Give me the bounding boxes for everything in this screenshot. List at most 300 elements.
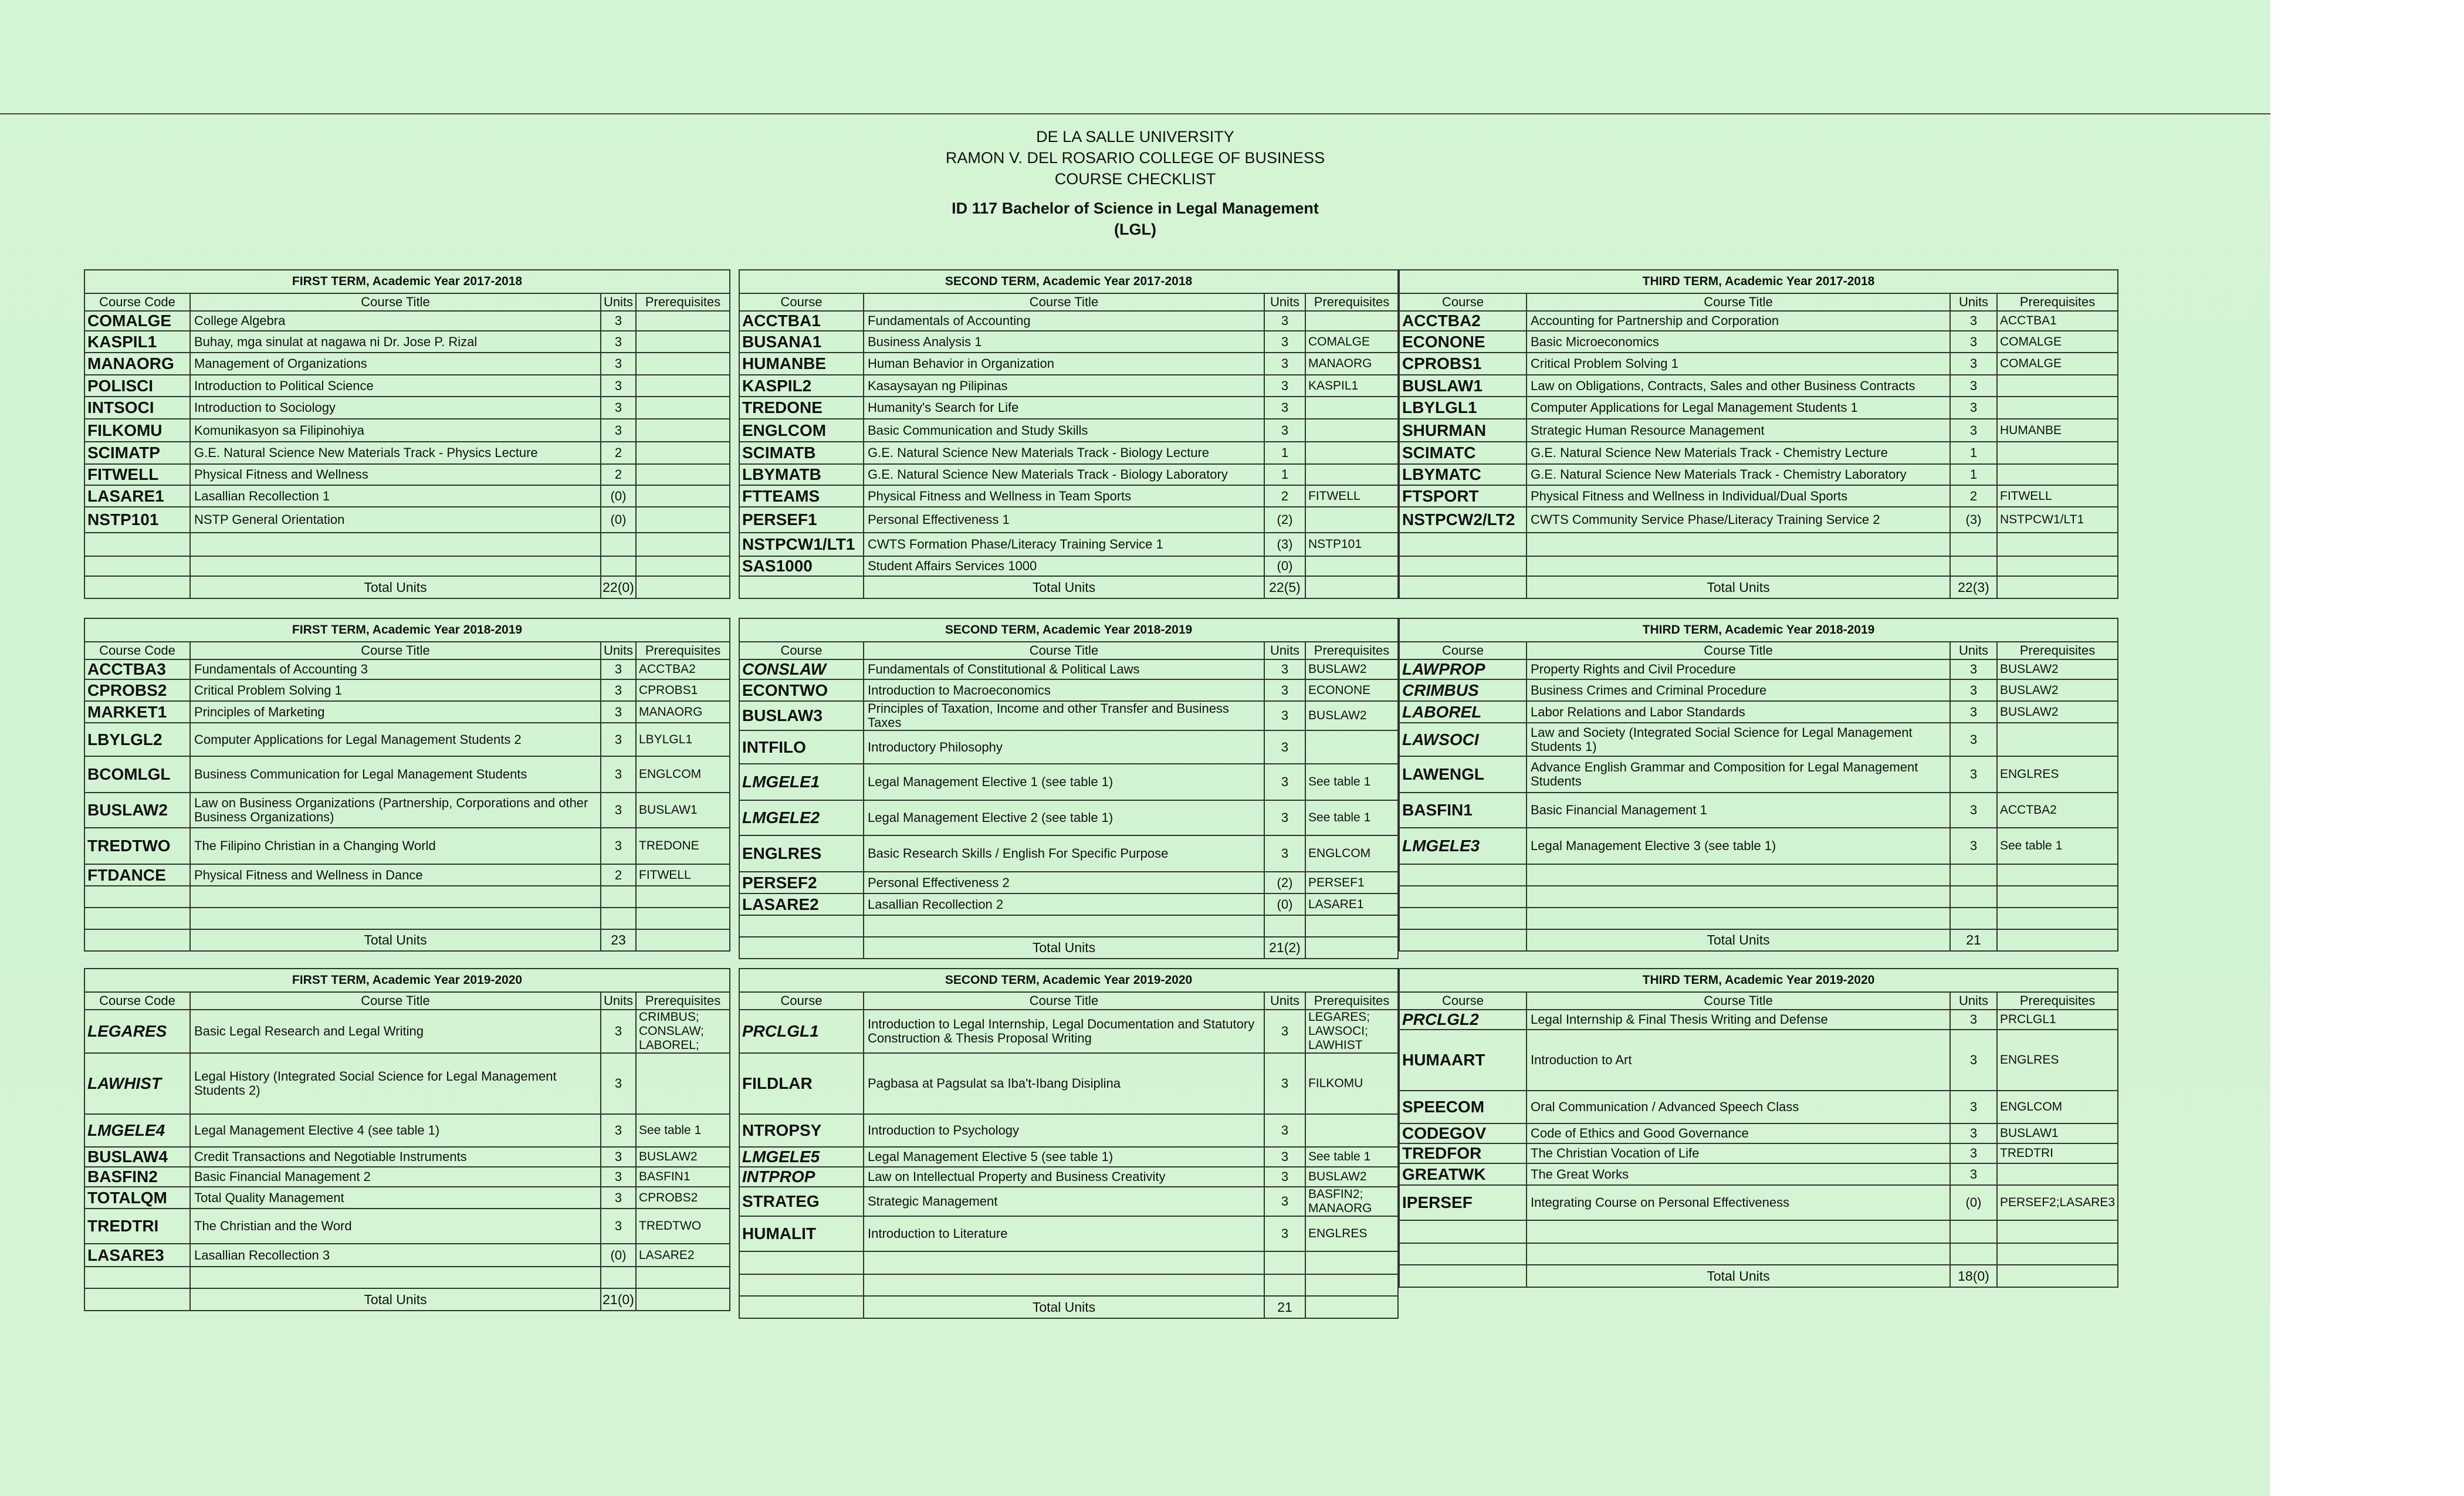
course-code: LEGARES xyxy=(84,1010,190,1053)
total-row xyxy=(739,1296,1398,1318)
course-code: GREATWK xyxy=(1399,1163,1527,1185)
course-prerequisites: CPROBS1 xyxy=(636,679,730,701)
total-units-label: Total Units xyxy=(190,1288,601,1311)
course-title: Management of Organizations xyxy=(190,353,601,375)
course-title: Introductory Philosophy xyxy=(864,730,1264,764)
course-code: TREDTRI xyxy=(84,1209,190,1244)
course-row xyxy=(1399,1243,2118,1265)
course-title: The Christian and the Word xyxy=(190,1209,601,1244)
course-row xyxy=(739,1167,1398,1187)
course-code: LBYMATC xyxy=(1399,464,1527,485)
course-title: Legal History (Integrated Social Science for Legal Management Students 2) xyxy=(190,1053,601,1114)
course-title: Critical Problem Solving 1 xyxy=(190,679,601,701)
course-units: 2 xyxy=(601,442,636,464)
course-code: LBYLGL1 xyxy=(1399,397,1527,419)
course-prerequisites xyxy=(1305,1251,1398,1274)
course-code: NSTPCW1/LT1 xyxy=(739,533,864,556)
course-prerequisites: BUSLAW2 xyxy=(636,1147,730,1167)
course-prerequisites xyxy=(1997,464,2118,485)
course-units: 3 xyxy=(1950,1163,1997,1185)
course-prerequisites: ACCTBA1 xyxy=(1997,311,2118,331)
course-units: 3 xyxy=(601,375,636,397)
course-title: G.E. Natural Science New Materials Track - Chemistry Laboratory xyxy=(1527,464,1950,485)
course-row xyxy=(739,835,1398,872)
column-header-code: Course xyxy=(739,642,864,659)
column-header-title: Course Title xyxy=(190,992,601,1010)
course-prerequisites: See table 1 xyxy=(636,1114,730,1147)
course-units: 3 xyxy=(1264,730,1305,764)
course-prerequisites: COMALGE xyxy=(1305,331,1398,353)
column-header-units: Units xyxy=(601,992,636,1010)
course-code: FILKOMU xyxy=(84,419,190,442)
term-title: SECOND TERM, Academic Year 2017-2018 xyxy=(739,270,1398,293)
course-code: BASFIN1 xyxy=(1399,793,1527,828)
course-row xyxy=(84,1209,730,1244)
total-empty-cell xyxy=(1305,937,1398,959)
column-header-units: Units xyxy=(601,642,636,659)
course-prerequisites: See table 1 xyxy=(1997,828,2118,864)
column-header-title: Course Title xyxy=(1527,642,1950,659)
column-header-title: Course Title xyxy=(1527,992,1950,1010)
course-prerequisites: BASFIN1 xyxy=(636,1167,730,1187)
total-units-label: Total Units xyxy=(1527,929,1950,951)
course-units: 3 xyxy=(1950,701,1997,723)
course-units: (0) xyxy=(1264,556,1305,576)
course-code: ACCTBA2 xyxy=(1399,311,1527,331)
course-prerequisites xyxy=(1997,1163,2118,1185)
course-code: LAWHIST xyxy=(84,1053,190,1114)
total-empty-cell xyxy=(1399,1265,1527,1287)
course-prerequisites xyxy=(1305,397,1398,419)
total-empty-cell xyxy=(1305,1296,1398,1318)
course-row xyxy=(84,679,730,701)
column-header-units: Units xyxy=(1264,293,1305,311)
course-title: Legal Internship & Final Thesis Writing and Defense xyxy=(1527,1010,1950,1030)
course-title: Total Quality Management xyxy=(190,1187,601,1209)
course-title: Law and Society (Integrated Social Science for Legal Management Students 1) xyxy=(1527,723,1950,756)
course-row xyxy=(84,375,730,397)
course-code: LAWPROP xyxy=(1399,659,1527,679)
total-units-value: 21 xyxy=(1264,1296,1305,1318)
course-prerequisites: See table 1 xyxy=(1305,1147,1398,1167)
course-code: BUSLAW4 xyxy=(84,1147,190,1167)
course-title: NSTP General Orientation xyxy=(190,507,601,533)
course-prerequisites: ENGLRES xyxy=(1997,756,2118,793)
course-units: 3 xyxy=(1264,800,1305,835)
course-row xyxy=(84,756,730,793)
course-code: TOTALQM xyxy=(84,1187,190,1209)
course-units: 3 xyxy=(1264,679,1305,701)
term-title: THIRD TERM, Academic Year 2018-2019 xyxy=(1399,618,2118,642)
column-header-code: Course xyxy=(1399,992,1527,1010)
course-units: 3 xyxy=(1264,1053,1305,1114)
course-title: Humanity's Search for Life xyxy=(864,397,1264,419)
course-row xyxy=(739,533,1398,556)
course-code: SCIMATC xyxy=(1399,442,1527,464)
course-title: Principles of Taxation, Income and other Transfer and Business Taxes xyxy=(864,701,1264,730)
course-prerequisites: TREDTRI xyxy=(1997,1143,2118,1163)
course-code: LAWSOCI xyxy=(1399,723,1527,756)
course-code: BUSLAW2 xyxy=(84,793,190,828)
course-units xyxy=(601,908,636,929)
course-title: Business Crimes and Criminal Procedure xyxy=(1527,679,1950,701)
course-row xyxy=(739,1147,1398,1167)
course-prerequisites: BUSLAW2 xyxy=(1305,701,1398,730)
course-row xyxy=(1399,701,2118,723)
course-row xyxy=(739,1053,1398,1114)
column-header-units: Units xyxy=(1264,642,1305,659)
course-units: (3) xyxy=(1950,507,1997,533)
total-units-label: Total Units xyxy=(1527,576,1950,598)
term-table xyxy=(739,269,1399,599)
course-title: Introduction to Literature xyxy=(864,1216,1264,1251)
total-row xyxy=(84,929,730,951)
course-prerequisites: See table 1 xyxy=(1305,800,1398,835)
course-prerequisites xyxy=(636,353,730,375)
course-prerequisites xyxy=(1997,1220,2118,1243)
term-title: THIRD TERM, Academic Year 2019-2020 xyxy=(1399,969,2118,992)
total-row xyxy=(84,1288,730,1311)
course-code xyxy=(1399,1243,1527,1265)
total-empty-cell xyxy=(636,929,730,951)
course-title: Legal Management Elective 3 (see table 1) xyxy=(1527,828,1950,864)
course-prerequisites: CRIMBUS; CONSLAW; LABOREL; xyxy=(636,1010,730,1053)
course-units: 3 xyxy=(1950,1010,1997,1030)
course-units: 1 xyxy=(1264,442,1305,464)
course-prerequisites: FITWELL xyxy=(636,864,730,886)
course-title: Basic Research Skills / English For Specific Purpose xyxy=(864,835,1264,872)
total-units-value: 23 xyxy=(601,929,636,951)
course-row xyxy=(84,419,730,442)
course-title: Basic Communication and Study Skills xyxy=(864,419,1264,442)
course-row xyxy=(1399,442,2118,464)
course-prerequisites: NSTPCW1/LT1 xyxy=(1997,507,2118,533)
course-code: POLISCI xyxy=(84,375,190,397)
course-code: COMALGE xyxy=(84,311,190,331)
course-prerequisites: NSTP101 xyxy=(1305,533,1398,556)
course-prerequisites xyxy=(1997,533,2118,556)
column-header-units: Units xyxy=(1950,992,1997,1010)
course-title: Critical Problem Solving 1 xyxy=(1527,353,1950,375)
course-units: 3 xyxy=(1264,835,1305,872)
course-row xyxy=(84,533,730,556)
course-code: SCIMATP xyxy=(84,442,190,464)
course-title: Credit Transactions and Negotiable Instruments xyxy=(190,1147,601,1167)
total-units-label: Total Units xyxy=(190,929,601,951)
course-code xyxy=(84,886,190,908)
course-units: 3 xyxy=(1950,828,1997,864)
course-prerequisites xyxy=(1305,1114,1398,1147)
course-row xyxy=(739,1187,1398,1216)
course-row xyxy=(739,1216,1398,1251)
course-code: HUMAART xyxy=(1399,1030,1527,1091)
course-units xyxy=(601,533,636,556)
course-units: 3 xyxy=(1950,331,1997,353)
course-units: 2 xyxy=(601,864,636,886)
course-title: College Algebra xyxy=(190,311,601,331)
course-row xyxy=(739,353,1398,375)
column-header-code: Course Code xyxy=(84,642,190,659)
course-row xyxy=(84,793,730,828)
course-prerequisites: BUSLAW1 xyxy=(1997,1123,2118,1143)
course-prerequisites: ENGLRES xyxy=(1997,1030,2118,1091)
course-units xyxy=(1950,1243,1997,1265)
course-units: 3 xyxy=(601,331,636,353)
total-row xyxy=(1399,1265,2118,1287)
term-table xyxy=(739,618,1399,959)
course-code: INTSOCI xyxy=(84,397,190,419)
total-empty-cell xyxy=(636,576,730,598)
course-code xyxy=(739,915,864,937)
course-units: 2 xyxy=(1950,485,1997,507)
course-units: (0) xyxy=(601,507,636,533)
course-code: STRATEG xyxy=(739,1187,864,1216)
course-prerequisites: BUSLAW2 xyxy=(1997,659,2118,679)
term-table xyxy=(1399,618,2118,952)
course-row xyxy=(1399,828,2118,864)
course-code xyxy=(84,908,190,929)
course-code xyxy=(84,556,190,576)
column-header-prerequisites: Prerequisites xyxy=(636,642,730,659)
course-units: (2) xyxy=(1264,507,1305,533)
course-code: TREDTWO xyxy=(84,828,190,864)
course-title: Legal Management Elective 2 (see table 1) xyxy=(864,800,1264,835)
course-row xyxy=(1399,464,2118,485)
course-prerequisites: FILKOMU xyxy=(1305,1053,1398,1114)
course-prerequisites: COMALGE xyxy=(1997,353,2118,375)
course-code: ENGLRES xyxy=(739,835,864,872)
course-prerequisites: ENGLCOM xyxy=(1997,1091,2118,1123)
course-row xyxy=(1399,756,2118,793)
term-title: FIRST TERM, Academic Year 2018-2019 xyxy=(84,618,730,642)
course-code: BCOMLGL xyxy=(84,756,190,793)
course-code: KASPIL1 xyxy=(84,331,190,353)
course-title: Introduction to Macroeconomics xyxy=(864,679,1264,701)
course-title: Physical Fitness and Wellness xyxy=(190,464,601,485)
course-units: 3 xyxy=(1950,311,1997,331)
course-units: 3 xyxy=(601,1209,636,1244)
course-units: 3 xyxy=(1950,1143,1997,1163)
total-empty-cell xyxy=(636,1288,730,1311)
course-title xyxy=(1527,1220,1950,1243)
column-header-units: Units xyxy=(1264,992,1305,1010)
course-prerequisites xyxy=(636,331,730,353)
course-code xyxy=(1399,886,1527,908)
column-header-units: Units xyxy=(1950,293,1997,311)
course-units: 3 xyxy=(1264,764,1305,800)
course-units: 3 xyxy=(601,1187,636,1209)
column-header-title: Course Title xyxy=(864,293,1264,311)
course-row xyxy=(84,659,730,679)
course-title: Human Behavior in Organization xyxy=(864,353,1264,375)
column-header-code: Course xyxy=(739,992,864,1010)
course-units xyxy=(601,556,636,576)
course-units: (0) xyxy=(1950,1185,1997,1220)
course-code: ECONONE xyxy=(1399,331,1527,353)
course-code: CRIMBUS xyxy=(1399,679,1527,701)
column-header-prerequisites: Prerequisites xyxy=(1305,992,1398,1010)
course-row xyxy=(739,331,1398,353)
course-title xyxy=(190,908,601,929)
course-units: 3 xyxy=(1264,1147,1305,1167)
course-title: Legal Management Elective 4 (see table 1) xyxy=(190,1114,601,1147)
course-row xyxy=(1399,556,2118,576)
course-title: CWTS Formation Phase/Literacy Training Service 1 xyxy=(864,533,1264,556)
course-prerequisites: COMALGE xyxy=(1997,331,2118,353)
course-title: The Great Works xyxy=(1527,1163,1950,1185)
course-row xyxy=(84,1010,730,1053)
course-prerequisites: CPROBS2 xyxy=(636,1187,730,1209)
course-units: 1 xyxy=(1950,442,1997,464)
course-code: BUSANA1 xyxy=(739,331,864,353)
document-header xyxy=(0,126,2270,240)
course-title: Oral Communication / Advanced Speech Class xyxy=(1527,1091,1950,1123)
course-title: Advance English Grammar and Composition for Legal Management Students xyxy=(1527,756,1950,793)
course-prerequisites xyxy=(1305,730,1398,764)
course-prerequisites: MANAORG xyxy=(1305,353,1398,375)
course-units: 3 xyxy=(1950,1123,1997,1143)
course-prerequisites xyxy=(636,375,730,397)
course-code: PRCLGL2 xyxy=(1399,1010,1527,1030)
course-prerequisites xyxy=(636,908,730,929)
course-prerequisites: BUSLAW2 xyxy=(1997,701,2118,723)
course-code: FTDANCE xyxy=(84,864,190,886)
course-row xyxy=(1399,375,2118,397)
course-units xyxy=(1950,886,1997,908)
total-empty-cell xyxy=(84,576,190,598)
course-units: 3 xyxy=(1950,353,1997,375)
course-units: 3 xyxy=(1950,375,1997,397)
course-title: Property Rights and Civil Procedure xyxy=(1527,659,1950,679)
course-units: 3 xyxy=(1950,1091,1997,1123)
course-units xyxy=(1264,1274,1305,1296)
term-title: SECOND TERM, Academic Year 2018-2019 xyxy=(739,618,1398,642)
course-units: 1 xyxy=(1264,464,1305,485)
course-code: BUSLAW3 xyxy=(739,701,864,730)
course-row xyxy=(739,915,1398,937)
course-title: Computer Applications for Legal Management Students 1 xyxy=(1527,397,1950,419)
course-units: 3 xyxy=(1950,793,1997,828)
column-header-title: Course Title xyxy=(864,992,1264,1010)
course-row xyxy=(84,397,730,419)
course-units: (2) xyxy=(1264,872,1305,893)
course-code: CPROBS2 xyxy=(84,679,190,701)
course-row xyxy=(84,485,730,507)
course-row xyxy=(1399,908,2118,929)
course-prerequisites xyxy=(636,533,730,556)
course-code xyxy=(1399,864,1527,886)
course-units xyxy=(1950,533,1997,556)
course-row xyxy=(739,1251,1398,1274)
course-title: Computer Applications for Legal Management Students 2 xyxy=(190,723,601,756)
course-row xyxy=(1399,485,2118,507)
course-title xyxy=(864,1251,1264,1274)
course-title: Principles of Marketing xyxy=(190,701,601,723)
course-title: Legal Management Elective 1 (see table 1) xyxy=(864,764,1264,800)
total-units-label: Total Units xyxy=(864,1296,1264,1318)
course-code: KASPIL2 xyxy=(739,375,864,397)
course-code xyxy=(739,1251,864,1274)
course-prerequisites: LASARE2 xyxy=(636,1244,730,1267)
total-units-label: Total Units xyxy=(864,937,1264,959)
total-units-value: 22(5) xyxy=(1264,576,1305,598)
course-title xyxy=(864,1274,1264,1296)
course-prerequisites: PERSEF2;LASARE3 xyxy=(1997,1185,2118,1220)
course-prerequisites: KASPIL1 xyxy=(1305,375,1398,397)
course-row xyxy=(1399,1091,2118,1123)
course-row xyxy=(1399,793,2118,828)
column-header-prerequisites: Prerequisites xyxy=(1997,992,2118,1010)
course-prerequisites: BASFIN2; MANAORG xyxy=(1305,1187,1398,1216)
total-row xyxy=(739,937,1398,959)
course-code: CPROBS1 xyxy=(1399,353,1527,375)
course-title: G.E. Natural Science New Materials Track - Physics Lecture xyxy=(190,442,601,464)
course-units: 3 xyxy=(1950,723,1997,756)
top-divider-line xyxy=(0,113,2270,114)
course-prerequisites: TREDONE xyxy=(636,828,730,864)
total-empty-cell xyxy=(1997,1265,2118,1287)
column-header-title: Course Title xyxy=(864,642,1264,659)
course-code: LAWENGL xyxy=(1399,756,1527,793)
course-row xyxy=(739,659,1398,679)
course-row xyxy=(1399,1010,2118,1030)
total-units-value: 21(2) xyxy=(1264,937,1305,959)
total-row xyxy=(84,576,730,598)
course-title: Labor Relations and Labor Standards xyxy=(1527,701,1950,723)
course-title: Introduction to Psychology xyxy=(864,1114,1264,1147)
course-prerequisites xyxy=(1305,1274,1398,1296)
course-code: ACCTBA3 xyxy=(84,659,190,679)
course-row xyxy=(739,311,1398,331)
course-prerequisites xyxy=(1997,864,2118,886)
course-prerequisites xyxy=(1997,556,2118,576)
course-title: Student Affairs Services 1000 xyxy=(864,556,1264,576)
course-title: Introduction to Art xyxy=(1527,1030,1950,1091)
course-row xyxy=(739,556,1398,576)
course-prerequisites: ACCTBA2 xyxy=(1997,793,2118,828)
course-units: 2 xyxy=(601,464,636,485)
course-title xyxy=(190,533,601,556)
course-code: TREDONE xyxy=(739,397,864,419)
course-title: Lasallian Recollection 1 xyxy=(190,485,601,507)
course-row xyxy=(1399,507,2118,533)
course-code: LMGELE4 xyxy=(84,1114,190,1147)
course-units xyxy=(1950,864,1997,886)
column-header-prerequisites: Prerequisites xyxy=(1305,293,1398,311)
course-prerequisites: ENGLRES xyxy=(1305,1216,1398,1251)
total-units-value: 21(0) xyxy=(601,1288,636,1311)
course-title: Fundamentals of Constitutional & Political Laws xyxy=(864,659,1264,679)
course-prerequisites xyxy=(1997,442,2118,464)
total-empty-cell xyxy=(1997,576,2118,598)
course-prerequisites xyxy=(1305,507,1398,533)
course-units: 3 xyxy=(1264,311,1305,331)
course-units: 3 xyxy=(601,723,636,756)
course-row xyxy=(84,908,730,929)
course-prerequisites: See table 1 xyxy=(1305,764,1398,800)
course-row xyxy=(84,864,730,886)
course-title: CWTS Community Service Phase/Literacy Training Service 2 xyxy=(1527,507,1950,533)
university-name: DE LA SALLE UNIVERSITY xyxy=(1036,128,1234,145)
course-prerequisites xyxy=(1997,397,2118,419)
course-code: FILDLAR xyxy=(739,1053,864,1114)
course-row xyxy=(1399,864,2118,886)
course-title: Fundamentals of Accounting xyxy=(864,311,1264,331)
course-row xyxy=(1399,679,2118,701)
course-row xyxy=(84,723,730,756)
course-row xyxy=(84,886,730,908)
course-row xyxy=(1399,1030,2118,1091)
